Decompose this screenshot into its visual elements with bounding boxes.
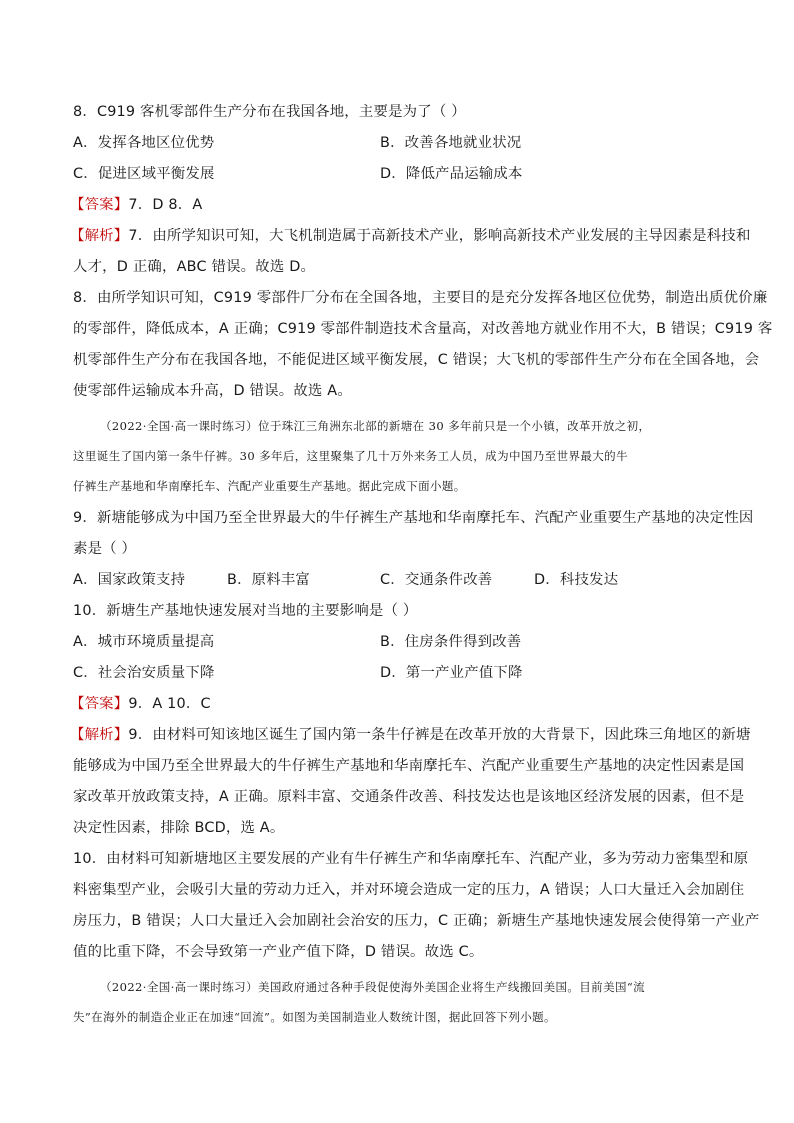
q9-stem: 9．新塘能够成为中国乃至全世界最大的牛仔裤生产基地和华南摩托车、汽配产业重要生产基地的决定性因 [73,510,754,526]
analysis-line: 房压力，B 错误；人口大量迁入会加剧社会治安的压力，C 正确；新塘生产基地快速发展会使得第一产业产 [73,913,760,929]
analysis-line: 值的比重下降，不会导致第一产业产值下降，D 错误。故选 C。 [73,944,484,960]
q8-option-b: B．改善各地就业状况 [380,135,522,151]
analysis-line: 家改革开放政策支持，A 正确。原料丰富、交通条件改善、科技发达也是该地区经济发展的因素，但不是 [73,789,745,805]
analysis-line: 机零部件生产分布在我国各地，不能促进区域平衡发展，C 错误；大飞机的零部件生产分布在全国各地，会 [73,352,760,368]
analysis-line: 决定性因素，排除 BCD，选 A。 [73,820,285,836]
answer-row-1 [70,195,202,215]
q8-stem: 8．C919 客机零部件生产分布在我国各地，主要是为了（ ） [73,104,466,120]
answer-text: 9．A 10．C [128,696,211,712]
q10-option-a: A．城市环境质量提高 [73,634,215,650]
q9-option-a: A．国家政策支持 [73,572,186,588]
q8-option-a: A．发挥各地区位优势 [73,135,215,151]
q9-option-d: D．科技发达 [534,572,619,588]
q10-option-d: D．第一产业产值下降 [380,665,523,681]
analysis-line: 的零部件，降低成本，A 正确；C919 零部件制造技术含量高，对改善地方就业作用不大，B 错误；C919 客 [73,321,773,337]
q10-option-c: C．社会治安质量下降 [73,665,215,681]
material-line: 失”在海外的制造企业正在加速“回流”。如图为美国制造业人数统计图，据此回答下列小题。 [73,1010,556,1024]
analysis-tag: 【解析】 [70,228,129,244]
answer-tag: 【答案】 [70,696,129,712]
q8-option-c: C．促进区域平衡发展 [73,166,215,182]
material-line: （2022·全国·高一课时练习）美国政府通过各种手段促使海外美国企业将生产线搬回美国。目前美国“流 [100,980,646,994]
material-line: 这里诞生了国内第一条牛仔裤。30 多年后，这里聚集了几十万外来务工人员，成为中国乃至世界最大的牛 [73,449,628,463]
analysis-tag: 【解析】 [70,727,129,743]
analysis-line: 人才，D 正确，ABC 错误。故选 D。 [73,259,316,275]
material-line: （2022·全国·高一课时练习）位于珠江三角洲东北部的新塘在 30 多年前只是一个小镇，改革开放之初， [100,419,651,433]
analysis-row-1 [70,226,751,246]
q10-stem: 10．新塘生产基地快速发展对当地的主要影响是（ ） [73,603,418,619]
analysis-text: 7．由所学知识可知，大飞机制造属于高新技术产业，影响高新技术产业发展的主导因素是科技和 [128,228,751,244]
q8-option-d: D．降低产品运输成本 [380,166,523,182]
q9-stem-cont: 素是（ ） [73,541,137,557]
analysis-line: 10．由材料可知新塘地区主要发展的产业有牛仔裤生产和华南摩托车、汽配产业，多为劳动力密集型和原 [73,851,749,867]
answer-tag: 【答案】 [70,197,129,213]
analysis-line: 使零部件运输成本升高，D 错误。故选 A。 [73,383,352,399]
q9-option-c: C．交通条件改善 [380,572,493,588]
analysis-row-2 [70,725,751,745]
q10-option-b: B．住房条件得到改善 [380,634,522,650]
material-line: 仔裤生产基地和华南摩托车、汽配产业重要生产基地。据此完成下面小题。 [73,479,466,493]
analysis-text: 9．由材料可知该地区诞生了国内第一条牛仔裤是在改革开放的大背景下，因此珠三角地区的新塘 [128,727,751,743]
q9-option-b: B．原料丰富 [227,572,311,588]
answer-row-2 [70,694,211,714]
analysis-line: 料密集型产业，会吸引大量的劳动力迁入，并对环境会造成一定的压力，A 错误；人口大量迁入会加剧住 [73,882,745,898]
analysis-line: 能够成为中国乃至全世界最大的牛仔裤生产基地和华南摩托车、汽配产业重要生产基地的决定性因素是国 [73,758,745,774]
analysis-line: 8．由所学知识可知，C919 零部件厂分布在全国各地，主要目的是充分发挥各地区位优势，制造出质优价廉 [73,290,768,306]
answer-text: 7．D 8．A [128,197,203,213]
